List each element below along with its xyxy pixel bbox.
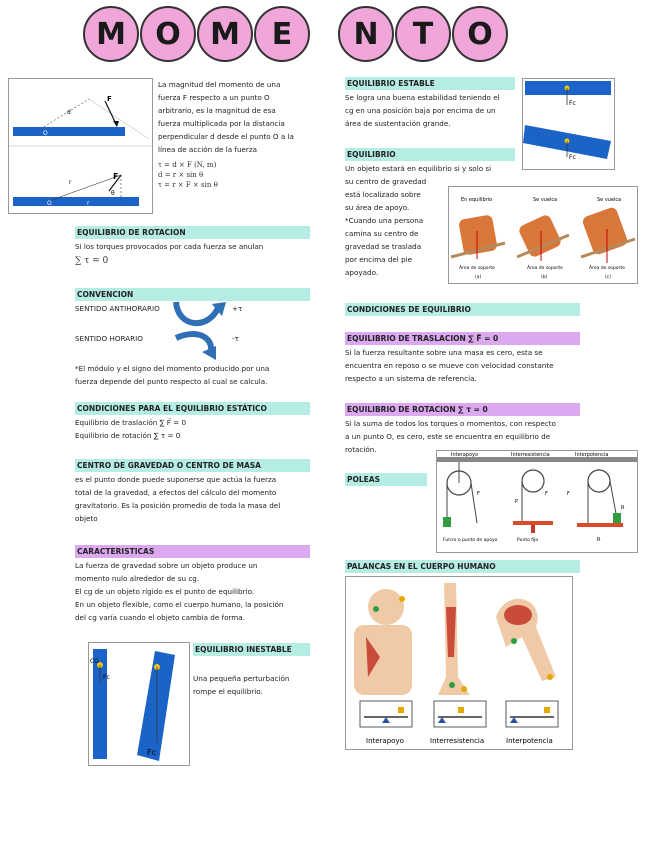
svg-text:Interapoyo: Interapoyo — [451, 452, 479, 458]
svg-text:O: O — [47, 200, 52, 207]
svg-text:θ: θ — [111, 190, 115, 197]
svg-text:Punto fijo: Punto fijo — [517, 538, 539, 543]
svg-text:O: O — [43, 130, 48, 137]
title-letter-m: M — [197, 6, 253, 62]
svg-text:r: r — [69, 179, 72, 186]
svg-text:r: r — [87, 200, 90, 207]
eq-rotacion-heading: EQUILIBRIO DE ROTACION — [75, 226, 310, 239]
svg-text:F: F — [567, 491, 570, 497]
svg-text:d: d — [67, 109, 71, 116]
svg-text:Interpotencia: Interpotencia — [575, 452, 609, 458]
svg-text:Interresistencia: Interresistencia — [511, 452, 550, 458]
cond-estatico-text: Equilibrio de traslación ∑ F⃗ = 0 Equilibrio de rotación ∑ τ = 0 — [75, 418, 187, 440]
svg-text:Fc: Fc — [569, 154, 576, 161]
eq-rotacion-text: Si los torques provocados por cada fuerza se anulan — [75, 242, 264, 251]
antihorario-label: SENTIDO ANTIHORARIO — [75, 304, 160, 313]
svg-text:Interpotencia: Interpotencia — [506, 737, 553, 745]
horario-sign: -τ — [232, 334, 239, 343]
svg-text:Área de soporte: Área de soporte — [527, 266, 563, 271]
rotacion-text: Si la suma de todos los torques o momentos, con respecto a un punto O, es cero, este se encuentra en equilibrio de rotación. — [345, 419, 556, 454]
svg-text:Fc: Fc — [103, 674, 110, 681]
svg-text:Fulcro o punto de apoyo: Fulcro o punto de apoyo — [443, 538, 498, 543]
title-letter-t: T — [395, 6, 451, 62]
svg-text:Fc: Fc — [147, 748, 156, 757]
svg-text:Interresistencia: Interresistencia — [430, 737, 485, 745]
rotation-arrows-icon — [168, 298, 232, 362]
inestable-heading: EQUILIBRIO INESTABLE — [193, 643, 310, 656]
centro-text: es el punto donde puede suponerse que actúa la fuerza total de la gravedad, a efectos del cálculo del momento gravitatorio. Es la posición promedio de toda la masa del objeto — [75, 475, 281, 523]
svg-text:Interapoyo: Interapoyo — [366, 737, 404, 745]
svg-text:CG: CG — [90, 658, 99, 665]
cond-equilibrio-heading: CONDICIONES DE EQUILIBRIO — [345, 303, 580, 316]
caracteristicas-text: La fuerza de gravedad sobre un objeto produce un momento nulo alrededor de su cg. El cg de un objeto rígido es el punto de equilibrio. En un objeto flexible, como el cuerpo humano, la posición del cg varía cuando el objeto cambia de forma. — [75, 561, 284, 622]
unstable-figure — [88, 642, 190, 766]
equilibrio-heading: EQUILIBRIO — [345, 148, 515, 161]
svg-text:F: F — [107, 95, 112, 103]
svg-text:En equilibrio: En equilibrio — [461, 197, 493, 203]
equilibrio-text: Un objeto estará en equilibrio si y solo si su centro de gravedad está localizado sobre su área de apoyo. *Cuando una persona camina su centro de gravedad se traslada por encima del pie apoyado. — [345, 164, 492, 277]
svg-text:(a): (a) — [475, 275, 482, 280]
traslacion-text: Si la fuerza resultante sobre una masa es cero, esta se encuentra en reposo o se mueve con velocidad constante respecto a un sistema de referencia. — [345, 348, 554, 383]
eq-rotacion-formula: ∑ τ = 0 — [75, 256, 109, 266]
svg-text:F: F — [545, 491, 548, 497]
svg-text:F: F — [477, 491, 480, 497]
rotacion-heading: EQUILIBRIO DE ROTACION ∑ τ = 0 — [345, 403, 580, 416]
palancas-heading: PALANCAS EN EL CUERPO HUMANO — [345, 560, 580, 573]
estable-heading: EQUILIBRIO ESTABLE — [345, 77, 515, 90]
svg-text:(b): (b) — [541, 275, 548, 280]
title-letter-n: N — [338, 6, 394, 62]
horario-label: SENTIDO HORARIO — [75, 334, 143, 343]
cond-estatico-heading: CONDICIONES PARA EL EQUILIBRIO ESTÁTICO — [75, 402, 310, 415]
svg-text:Se vuelca: Se vuelca — [597, 197, 622, 203]
convencion-note: *El módulo y el signo del momento producido por una fuerza depende del punto respecto al cual se calcula. — [75, 364, 270, 386]
stable-figure — [522, 78, 615, 170]
title-letter-e: E — [254, 6, 310, 62]
convencion-heading: CONVENCION — [75, 288, 310, 301]
title-letter-o: O — [140, 6, 196, 62]
antihorario-sign: +τ — [232, 304, 243, 313]
intro-formulas: τ = d × F (N, m) d = r × sin θ τ = r × F × sin θ — [158, 161, 218, 189]
estable-text: Se logra una buena estabilidad teniendo el cg en una posición baja por encima de un área de sustentación grande. — [345, 93, 500, 128]
intro-text: La magnitud del momento de una fuerza F respecto a un punto O arbitrario, es la magnitud de esa fuerza multiplicada por la distancia perpendicular d desde el punto O a la línea de acción de la fuerza — [158, 80, 294, 154]
svg-text:Área de soporte: Área de soporte — [589, 266, 625, 271]
caracteristicas-heading: CARACTERISTICAS — [75, 545, 310, 558]
balance-photo — [448, 186, 638, 284]
title-letter-o: O — [452, 6, 508, 62]
svg-text:R: R — [621, 505, 625, 511]
moment-arm-figure — [8, 78, 153, 214]
body-levers-figure — [345, 576, 573, 750]
centro-heading: CENTRO DE GRAVEDAD O CENTRO DE MASA — [75, 459, 310, 472]
svg-text:R: R — [597, 537, 601, 543]
title-letter-m: M — [83, 6, 139, 62]
poleas-heading: POLEAS — [345, 473, 427, 486]
svg-text:Se vuelca: Se vuelca — [533, 197, 558, 203]
svg-text:(c): (c) — [605, 275, 611, 280]
svg-text:Área de soporte: Área de soporte — [459, 266, 495, 271]
traslacion-heading: EQUILIBRIO DE TRASLACION ∑ F⃗ = 0 — [345, 332, 580, 345]
svg-text:F: F — [113, 172, 119, 181]
svg-text:P: P — [515, 499, 519, 505]
svg-text:Fc: Fc — [569, 100, 576, 107]
pulleys-diagram — [436, 450, 638, 553]
inestable-text: Una pequeña perturbación rompe el equilibrio. — [193, 674, 290, 696]
